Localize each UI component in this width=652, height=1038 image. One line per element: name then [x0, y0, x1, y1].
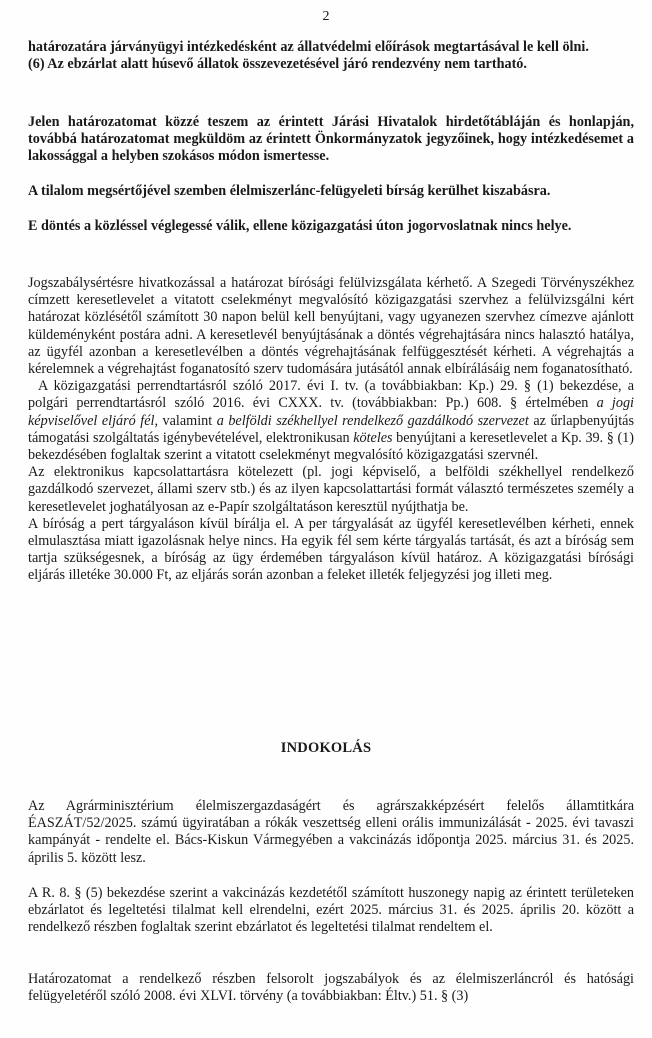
paragraph-event-ban: (6) Az ebzárlat alatt húsevő állatok összevezetésével járó rendezvény nem tartható. — [28, 56, 527, 73]
italic-segment: a belföldi székhellyel rendelkező gazdálkodó szervezet — [216, 412, 529, 429]
decision-continuation — [28, 39, 634, 73]
paragraph-regulation: A R. 8. § (5) bekezdése szerint a vakcinázás kezdetétől számított huszonegy napig az érintett területeken ebzárlatot és legeltetési tilalmat kell elrendelni, ezért 2025. március 31. és 2025. április 20. között a rendelkező részben foglaltak szerint ebzárlatot és legeltetési tilalmat rendeltem el. — [28, 885, 634, 936]
text-segment: benyújtani a keresetlevelet a Kp. 39. § (1) bekezdésében foglaltak szerint a vitatott cselekményt megvalósító közigazgatási szervnél. — [28, 429, 634, 464]
text-segment: A közigazgatási perrendtartásról szóló 2017. évi I. tv. (a továbbiakban: Kp.) 29. § (1) bekezdése, a polgári perrendtartásról szóló 2016. évi CXXX. tv. (továbbiakban: Pp.) 608. § értelmében — [28, 378, 634, 412]
paragraph-ministry-order: Az Agrárminisztérium élelmiszergazdaságért és agrárszakképzésért felelős államtitkára ÉASZÁT/52/2025. számú ügyiratában a rókák veszettség elleni orális immunizálását - 2025. évi tavaszi kampányát - rendelte el. Bács-Kiskun Vármegyében a vakcinázás időpontja 2025. március 31. és 2025. április 5. között lesz. — [28, 798, 634, 866]
text-segment: az űrlapbenyújtás támogatási szolgáltatás igénybevételével, elektronikusan — [28, 412, 634, 446]
page-number: 2 — [322, 9, 330, 24]
paragraph-finality: E döntés a közléssel véglegessé válik, ellene közigazgatási úton jogorvoslatnak nincs helye. — [28, 218, 572, 234]
paragraph-court-procedure: A bíróság a pert tárgyaláson kívül bírálja el. A per tárgyalását az ügyfél keresetlevélben kérheti, ennek elmulasztása miatt igazolásnak helye nincs. Ha egyik fél sem kérte tárgyalás tartását, és azt a bíróság sem tartja szükségesnek, a bíróság az ügy érdemében tárgyaláson kívül határoz. A közigazgatási bírósági eljárás illetéke 30.000 Ft, az eljárás során azonban a feleket illeték feljegyzési jog illeti meg. — [28, 515, 634, 584]
paragraph-publication: Jelen határozatomat közzé teszem az érintett Járási Hivatalok hirdetőtábláján és honlapján, továbbá határozatomat megküldöm az érintett Önkormányzatok jegyzőinek, hogy intézkedésemet a lakossággal a helyben szokásos módon ismertesse. — [28, 114, 634, 165]
text-segment: , valamint — [154, 412, 217, 429]
paragraph-kill-order: határozatára járványügyi intézkedésként az állatvédelmi előírások megtartásával le kell ölni. — [28, 39, 589, 55]
legal-remedy-section — [28, 275, 634, 585]
paragraph-e-papir: Az elektronikus kapcsolattartásra kötelezett (pl. jogi képviselő, a belföldi székhellyel rendelkező gazdálkodó szervezet, állami szerv stb.) és az ilyen kapcsolattartási formát választó természetes személy a keresetlevelet joghatályosan az e-Papír szolgáltatáson keresztül nyújthatja be. — [28, 464, 634, 515]
paragraph-fine: A tilalom megsértőjével szemben élelmiszerlánc-felügyeleti bírság kerülhet kiszabásra. — [28, 183, 551, 199]
italic-segment: köteles — [353, 429, 393, 446]
reasoning-heading: INDOKOLÁS — [280, 740, 372, 756]
paragraph-legal-basis: Határozatomat a rendelkező részben felsorolt jogszabályok és az élelmiszerláncról és hatósági felügyeletéről szóló 2008. évi XLVI. törvény (a továbbiakban: Éltv.) 51. § (3) — [28, 971, 634, 1005]
paragraph-judicial-review: Jogszabálysértésre hivatkozással a határozat bírósági felülvizsgálata kérhető. A Szegedi Törvényszékhez címzett keresetlevelet a vitatott cselekményt megvalósító közigazgatási szervhez a felülvizsgálni kért határozat közlésétől számított 30 napon belül kell benyújtani, vagy ugyanezen szervhez címezve ajánlott küldeményként postára adni. A keresetlevél benyújtásának a döntés végrehajtására nincs halasztó hatálya, az ügyfél azonban a keresetlevélben a döntés végrehajtásának felfüggesztését kérheti. A végrehajtás a kérelemnek a végrehajtást foganatosító szerv tudomására jutásától annak elbírálásáig nem foganatosítható. — [28, 275, 634, 378]
italic-segment: a jogi képviselővel eljáró fél — [28, 395, 634, 429]
paragraph-electronic-filing — [28, 378, 634, 464]
